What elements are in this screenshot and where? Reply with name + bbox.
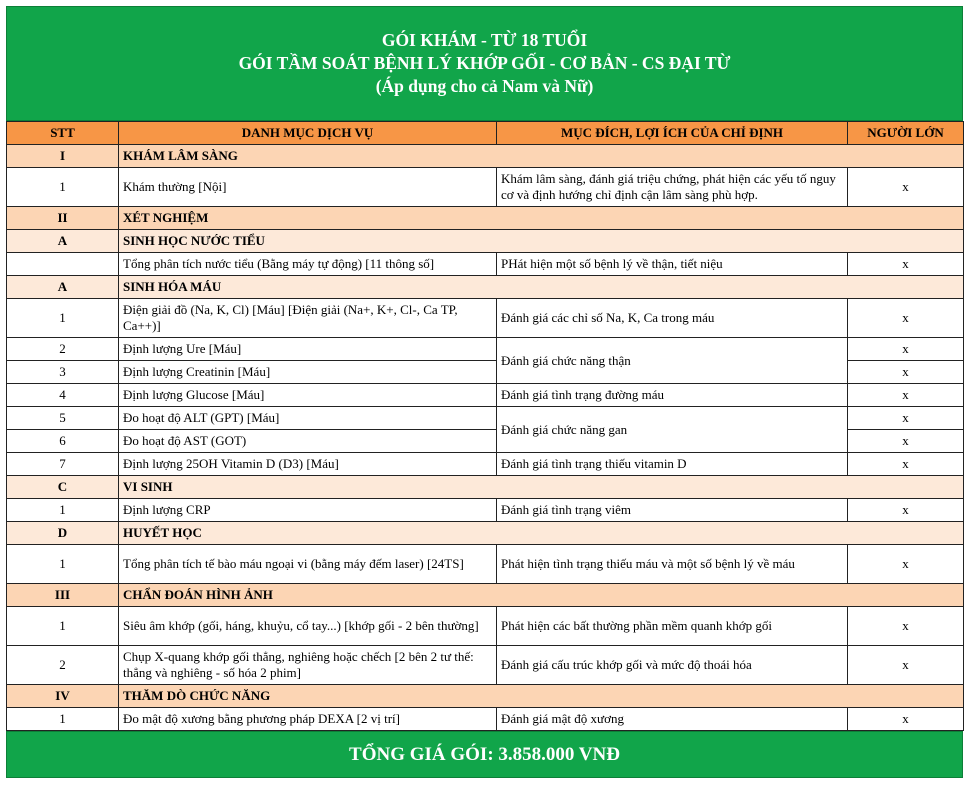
row-mark: x bbox=[848, 384, 964, 407]
row-stt: 1 bbox=[7, 499, 119, 522]
subsection-stt: A bbox=[7, 276, 119, 299]
row-mark: x bbox=[848, 407, 964, 430]
table-row bbox=[7, 253, 964, 276]
service-table bbox=[6, 121, 964, 731]
subsection-name: SINH HỌC NƯỚC TIỂU bbox=[119, 230, 964, 253]
row-service: Đo hoạt độ AST (GOT) bbox=[119, 430, 497, 453]
row-stt: 6 bbox=[7, 430, 119, 453]
table-row bbox=[7, 338, 964, 361]
table-row bbox=[7, 168, 964, 207]
row-purpose: Đánh giá cấu trúc khớp gối và mức độ thoái hóa bbox=[497, 646, 848, 685]
table-row bbox=[7, 708, 964, 731]
table-row bbox=[7, 384, 964, 407]
package-note: (Áp dụng cho cả Nam và Nữ) bbox=[375, 76, 594, 96]
row-purpose: Đánh giá tình trạng viêm bbox=[497, 499, 848, 522]
row-stt: 7 bbox=[7, 453, 119, 476]
row-stt: 1 bbox=[7, 708, 119, 731]
row-stt: 3 bbox=[7, 361, 119, 384]
row-service: Đo hoạt độ ALT (GPT) [Máu] bbox=[119, 407, 497, 430]
table-row bbox=[7, 453, 964, 476]
package-subtitle: GÓI TẦM SOÁT BỆNH LÝ KHỚP GỐI - CƠ BẢN - CS ĐẠI TỪ bbox=[238, 53, 731, 73]
row-service: Tổng phân tích nước tiểu (Bằng máy tự động) [11 thông số] bbox=[119, 253, 497, 276]
subsection-name: SINH HÓA MÁU bbox=[119, 276, 964, 299]
row-service: Siêu âm khớp (gối, háng, khuỷu, cổ tay...) [khớp gối - 2 bên thường] bbox=[119, 607, 497, 646]
section-row bbox=[7, 145, 964, 168]
row-service: Định lượng 25OH Vitamin D (D3) [Máu] bbox=[119, 453, 497, 476]
price-sheet bbox=[6, 6, 963, 778]
subsection-stt: D bbox=[7, 522, 119, 545]
header-purpose: MỤC ĐÍCH, LỢI ÍCH CỦA CHỈ ĐỊNH bbox=[497, 122, 848, 145]
row-purpose: Đánh giá các chỉ số Na, K, Ca trong máu bbox=[497, 299, 848, 338]
row-purpose: Đánh giá tình trạng thiếu vitamin D bbox=[497, 453, 848, 476]
title-banner bbox=[6, 6, 963, 121]
row-purpose: Đánh giá chức năng thận bbox=[497, 338, 848, 384]
row-service: Định lượng Glucose [Máu] bbox=[119, 384, 497, 407]
section-name: CHẨN ĐOÁN HÌNH ẢNH bbox=[119, 584, 964, 607]
row-stt: 1 bbox=[7, 299, 119, 338]
row-mark: x bbox=[848, 168, 964, 207]
row-mark: x bbox=[848, 499, 964, 522]
table-row bbox=[7, 646, 964, 685]
total-banner bbox=[6, 731, 963, 778]
subsection-name: VI SINH bbox=[119, 476, 964, 499]
row-purpose: Đánh giá chức năng gan bbox=[497, 407, 848, 453]
section-name: KHÁM LÂM SÀNG bbox=[119, 145, 964, 168]
row-stt: 4 bbox=[7, 384, 119, 407]
section-name: THĂM DÒ CHỨC NĂNG bbox=[119, 685, 964, 708]
row-mark: x bbox=[848, 545, 964, 584]
subsection-stt: C bbox=[7, 476, 119, 499]
row-mark: x bbox=[848, 361, 964, 384]
row-stt: 2 bbox=[7, 646, 119, 685]
row-stt: 1 bbox=[7, 545, 119, 584]
row-mark: x bbox=[848, 430, 964, 453]
row-mark: x bbox=[848, 607, 964, 646]
section-name: XÉT NGHIỆM bbox=[119, 207, 964, 230]
subsection-row bbox=[7, 276, 964, 299]
row-mark: x bbox=[848, 338, 964, 361]
row-mark: x bbox=[848, 708, 964, 731]
row-purpose: Phát hiện tình trạng thiếu máu và một số bệnh lý về máu bbox=[497, 545, 848, 584]
row-stt: 2 bbox=[7, 338, 119, 361]
row-service: Định lượng Creatinin [Máu] bbox=[119, 361, 497, 384]
package-title: GÓI KHÁM - TỪ 18 TUỔI bbox=[381, 30, 588, 50]
row-purpose: Đánh giá mật độ xương bbox=[497, 708, 848, 731]
section-stt: II bbox=[7, 207, 119, 230]
header-stt: STT bbox=[7, 122, 119, 145]
table-row bbox=[7, 299, 964, 338]
table-row bbox=[7, 499, 964, 522]
row-purpose: PHát hiện một số bệnh lý về thận, tiết niệu bbox=[497, 253, 848, 276]
row-mark: x bbox=[848, 453, 964, 476]
section-stt: IV bbox=[7, 685, 119, 708]
header-service: DANH MỤC DỊCH VỤ bbox=[119, 122, 497, 145]
section-stt: III bbox=[7, 584, 119, 607]
section-row bbox=[7, 584, 964, 607]
row-service: Khám thường [Nội] bbox=[119, 168, 497, 207]
total-price: TỔNG GIÁ GÓI: 3.858.000 VNĐ bbox=[349, 743, 620, 765]
subsection-row bbox=[7, 230, 964, 253]
subsection-row bbox=[7, 522, 964, 545]
subsection-row bbox=[7, 476, 964, 499]
row-service: Tổng phân tích tế bào máu ngoại vi (bằng máy đếm laser) [24TS] bbox=[119, 545, 497, 584]
row-service: Định lượng Ure [Máu] bbox=[119, 338, 497, 361]
table-header bbox=[7, 122, 964, 145]
table-row bbox=[7, 545, 964, 584]
row-mark: x bbox=[848, 646, 964, 685]
row-service: Điện giải đồ (Na, K, Cl) [Máu] [Điện giải (Na+, K+, Cl-, Ca TP, Ca++)] bbox=[119, 299, 497, 338]
row-stt bbox=[7, 253, 119, 276]
table-row bbox=[7, 407, 964, 430]
row-service: Đo mật độ xương bằng phương pháp DEXA [2 vị trí] bbox=[119, 708, 497, 731]
row-purpose: Đánh giá tình trạng đường máu bbox=[497, 384, 848, 407]
row-purpose: Khám lâm sàng, đánh giá triệu chứng, phát hiện các yếu tố nguy cơ và định hướng chỉ định cận lâm sàng phù hợp. bbox=[497, 168, 848, 207]
section-row bbox=[7, 207, 964, 230]
row-stt: 5 bbox=[7, 407, 119, 430]
row-stt: 1 bbox=[7, 607, 119, 646]
section-row bbox=[7, 685, 964, 708]
row-service: Định lượng CRP bbox=[119, 499, 497, 522]
section-stt: I bbox=[7, 145, 119, 168]
row-purpose: Phát hiện các bất thường phần mềm quanh khớp gối bbox=[497, 607, 848, 646]
row-mark: x bbox=[848, 253, 964, 276]
header-adult: NGƯỜI LỚN bbox=[848, 122, 964, 145]
row-mark: x bbox=[848, 299, 964, 338]
subsection-stt: A bbox=[7, 230, 119, 253]
row-stt: 1 bbox=[7, 168, 119, 207]
subsection-name: HUYẾT HỌC bbox=[119, 522, 964, 545]
row-service: Chụp X-quang khớp gối thẳng, nghiêng hoặc chếch [2 bên 2 tư thế: thẳng và nghiêng - số hóa 2 phim] bbox=[119, 646, 497, 685]
table-row bbox=[7, 607, 964, 646]
